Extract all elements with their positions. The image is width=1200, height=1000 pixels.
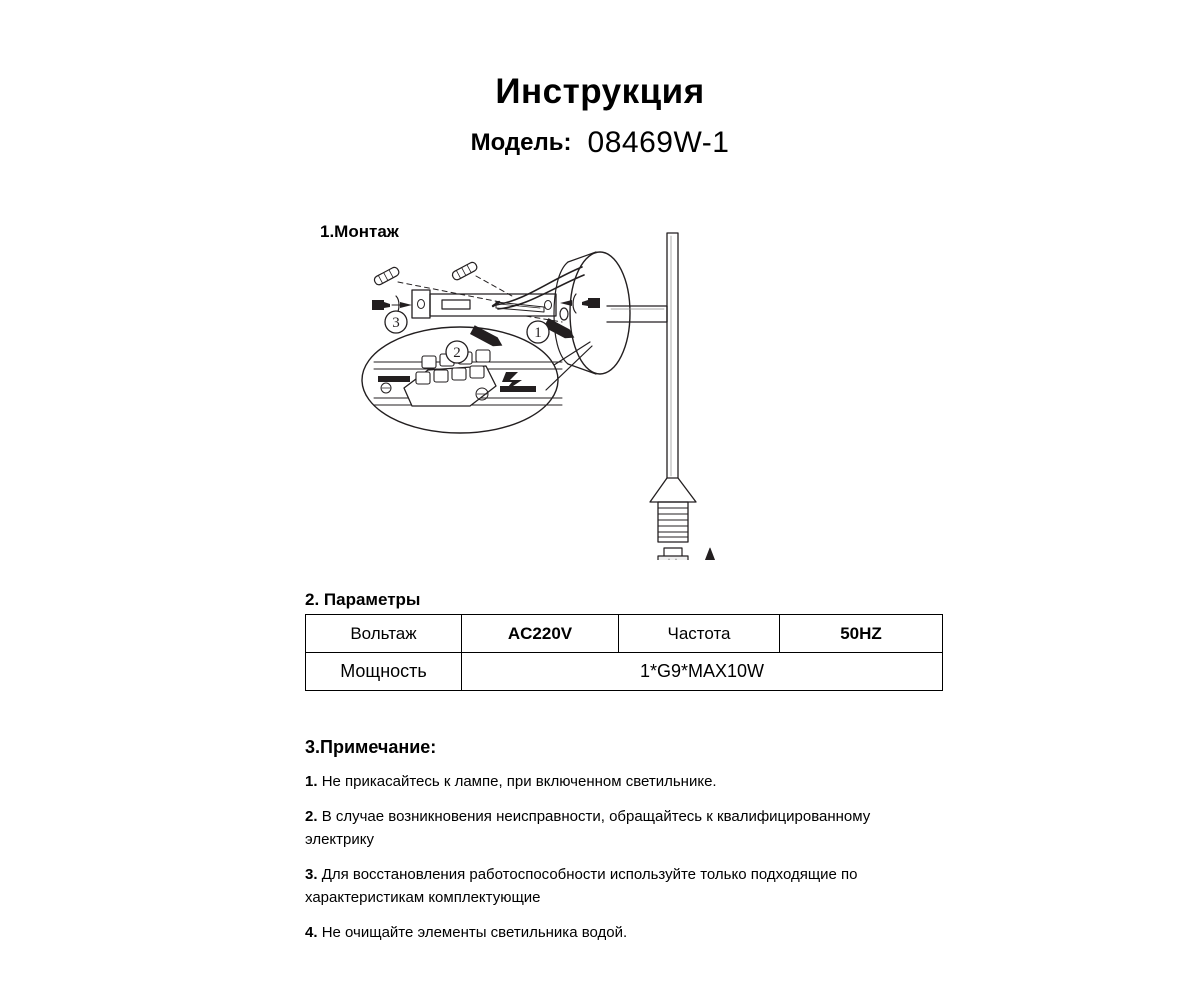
section-heading-notes: 3.Примечание: [305,737,437,757]
t-shaped-arm [607,233,678,478]
section-heading-parameters: 2. Параметры [305,590,421,609]
notes-list [305,770,915,944]
note-text: В случае возникновения неисправности, обращайтесь к квалифицированному электрику [305,808,871,848]
threaded-lamp-socket [650,478,696,542]
cell-voltage-label: Вольтаж [306,615,462,653]
table-row [306,653,943,691]
section-heading-mounting: 1.Монтаж [320,222,399,241]
table-row [306,615,943,653]
g9-bulb [658,548,688,560]
svg-text:1: 1 [534,325,542,341]
svg-text:2: 2 [453,345,461,361]
mounting-bracket [412,290,556,318]
note-item [305,770,915,793]
model-label: Модель: [470,129,572,156]
callout-2 [446,341,468,363]
note-item [305,863,915,909]
mounting-diagram [300,230,920,560]
svg-text:3: 3 [392,315,400,331]
parameters-table [305,614,943,691]
page-title: Инструкция [495,72,705,111]
cell-power-value: 1*G9*MAX10W [462,653,943,691]
cell-frequency-value: 50HZ [780,615,943,653]
note-text: Для восстановления работоспособности используйте только подходящие по характеристикам комплектующие [305,866,858,906]
note-number: 3. [305,866,318,883]
wire-terminal-block [374,350,562,406]
model-line [0,126,1200,160]
model-value: 08469W-1 [587,126,730,159]
note-text: Не прикасайтесь к лампе, при включенном светильнике. [321,773,717,790]
note-item [305,921,915,944]
note-number: 4. [305,924,318,941]
note-text: Не очищайте элементы светильника водой. [321,924,628,941]
cell-frequency-label: Частота [619,615,780,653]
cell-power-label: Мощность [306,653,462,691]
insert-arrow-bulb [705,548,715,560]
assembly-illustration [300,230,920,560]
wall-plate-disc [554,252,630,374]
note-number: 1. [305,773,318,790]
cell-voltage-value: AC220V [462,615,619,653]
callout-1 [527,321,549,343]
note-item [305,805,915,851]
note-number: 2. [305,808,318,825]
callout-3 [385,311,407,333]
